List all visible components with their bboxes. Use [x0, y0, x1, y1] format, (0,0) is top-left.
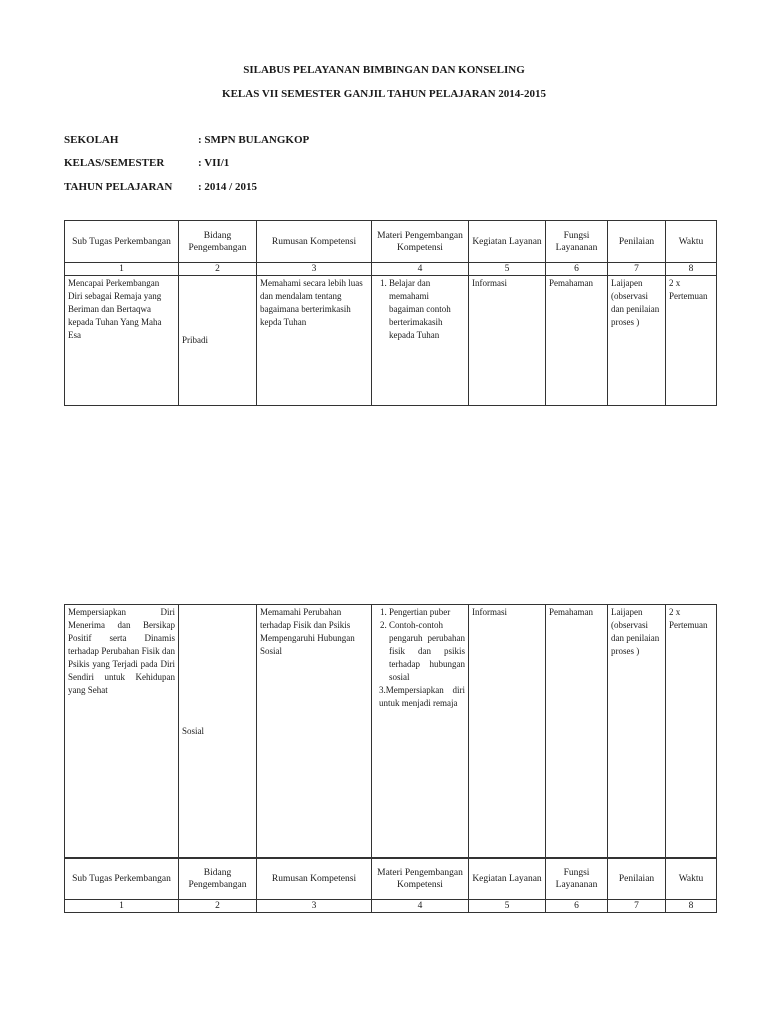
column-number: 8: [666, 900, 717, 913]
header-kegiatan: Kegiatan Layanan: [469, 221, 546, 263]
column-number: 5: [469, 900, 546, 913]
column-number: 6: [546, 900, 608, 913]
table-header-row: [65, 858, 717, 900]
column-number-row: [65, 263, 717, 276]
cell-materi: [372, 276, 469, 406]
cell-sub-tugas: Mencapai Perkembangan Diri sebagai Remaja yang Beriman dan Bertaqwa kepada Tuhan Yang Maha Esa: [65, 276, 179, 406]
cell-penilaian: Laijapen (observasi dan penilaian proses ): [608, 276, 666, 406]
cell-waktu: 2 x Pertemuan: [666, 276, 717, 406]
column-number: 4: [372, 263, 469, 276]
column-number: 7: [608, 900, 666, 913]
cell-materi: [372, 605, 469, 859]
materi-item: 2. Contoh-contoh pengaruh perubahan fisik dan psikis terhadap hubungan sosial: [389, 619, 465, 684]
header-bidang: Bidang Pengembangan: [179, 221, 257, 263]
column-number-row: [65, 900, 717, 913]
column-number: 3: [257, 263, 372, 276]
header-rumusan: Rumusan Kompetensi: [257, 221, 372, 263]
table-row: [65, 276, 717, 406]
cell-kegiatan: Informasi: [469, 605, 546, 859]
header-materi: Materi Pengembangan Kompetensi: [372, 221, 469, 263]
column-number: 1: [65, 900, 179, 913]
column-number: 4: [372, 900, 469, 913]
header-sub-tugas: Sub Tugas Perkembangan: [65, 858, 179, 900]
header-fungsi: Fungsi Layananan: [546, 221, 608, 263]
table-header-row: [65, 221, 717, 263]
materi-item: 3.Mempersiapkan diri untuk menjadi remaja: [379, 685, 465, 708]
meta-value: : VII/1: [198, 157, 230, 169]
column-number: 6: [546, 263, 608, 276]
materi-item: 1. Belajar dan memahami bagaiman contoh berterimakasih kepada Tuhan: [389, 277, 465, 342]
cell-rumusan: Memamahi Perubahan terhadap Fisik dan Psikis Mempengaruhi Hubungan Sosial: [257, 605, 372, 859]
header-penilaian: Penilaian: [608, 221, 666, 263]
document-subtitle: KELAS VII SEMESTER GANJIL TAHUN PELAJARAN 2014-2015: [222, 88, 546, 100]
cell-sub-tugas: Mempersiapkan Diri Menerima dan Bersikap Positif serta Dinamis terhadap Perubahan Fisik dan Psikis yang Terjadi pada Diri Sendiri untuk Kehidupan yang Sehat: [65, 605, 179, 859]
cell-fungsi: Pemahaman: [546, 605, 608, 859]
table-row: [65, 605, 717, 859]
meta-label: TAHUN PELAJARAN: [64, 181, 173, 193]
cell-waktu: 2 x Pertemuan: [666, 605, 717, 859]
syllabus-table-top: [64, 220, 717, 406]
column-number: 5: [469, 263, 546, 276]
column-number: 2: [179, 900, 257, 913]
cell-bidang: Pribadi: [179, 276, 257, 406]
meta-value: : SMPN BULANGKOP: [198, 134, 310, 146]
header-waktu: Waktu: [666, 221, 717, 263]
cell-penilaian: Laijapen (observasi dan penilaian proses ): [608, 605, 666, 859]
materi-item: 1. Pengertian puber: [389, 606, 465, 619]
header-waktu: Waktu: [666, 858, 717, 900]
meta-label: SEKOLAH: [64, 134, 119, 146]
syllabus-table-middle: [64, 604, 717, 859]
header-rumusan: Rumusan Kompetensi: [257, 858, 372, 900]
column-number: 2: [179, 263, 257, 276]
column-number: 8: [666, 263, 717, 276]
header-fungsi: Fungsi Layananan: [546, 858, 608, 900]
column-number: 7: [608, 263, 666, 276]
syllabus-table-bottom-header: [64, 857, 717, 913]
header-kegiatan: Kegiatan Layanan: [469, 858, 546, 900]
meta-label: KELAS/SEMESTER: [64, 157, 165, 169]
header-penilaian: Penilaian: [608, 858, 666, 900]
header-materi: Materi Pengembangan Kompetensi: [372, 858, 469, 900]
header-sub-tugas: Sub Tugas Perkembangan: [65, 221, 179, 263]
cell-fungsi: Pemahaman: [546, 276, 608, 406]
cell-rumusan: Memahami secara lebih luas dan mendalam tentang bagaimana berterimkasih kepda Tuhan: [257, 276, 372, 406]
cell-bidang: Sosial: [179, 605, 257, 859]
column-number: 1: [65, 263, 179, 276]
header-bidang: Bidang Pengembangan: [179, 858, 257, 900]
column-number: 3: [257, 900, 372, 913]
cell-kegiatan: Informasi: [469, 276, 546, 406]
document-title: SILABUS PELAYANAN BIMBINGAN DAN KONSELING: [243, 64, 525, 76]
meta-value: : 2014 / 2015: [198, 181, 257, 193]
